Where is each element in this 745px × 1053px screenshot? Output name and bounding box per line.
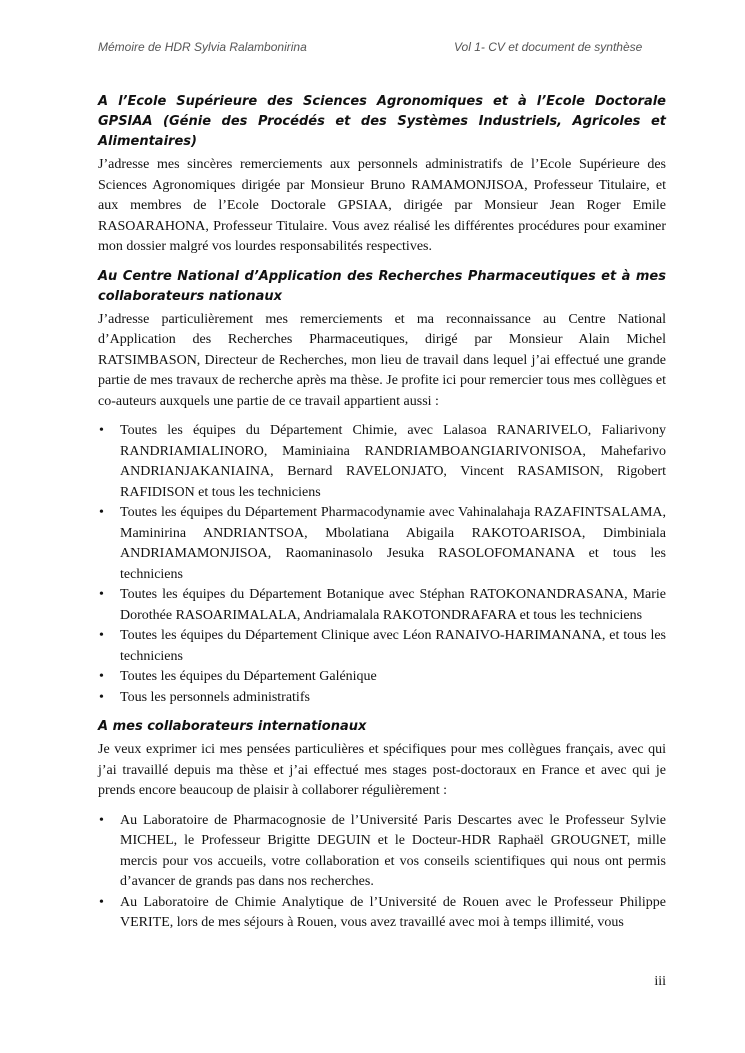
list-item: • Toutes les équipes du Département Galénique — [98, 667, 666, 688]
list-item: • Toutes les équipes du Département Clinique avec Léon RANAIVO-HARIMANANA, et tous les techniciens — [98, 626, 666, 667]
section-cnarp — [98, 267, 666, 709]
section-paragraph: J’adresse mes sincères remerciements aux personnels administratifs de l’Ecole Supérieure des Sciences Agronomiques dirigée par Monsieur Bruno RAMAMONJISOA, Professeur Titulaire, et aux membres de l’Ecole Doctorale GPSIAA, dirigée par Monsieur Jean Roger Emile RASOARAHONA, Professeur Titulaire. Vous avez réalisé les différentes procédures pour examiner mon dossier malgré vos lourdes responsabilités respectives. — [98, 157, 666, 254]
section-paragraph: J’adresse particulièrement mes remerciements et ma reconnaissance au Centre National d’Application des Recherches Pharmaceutiques, dirigé par Monsieur Alain Michel RATSIMBASON, Directeur de Recherches, mon lieu de travail dans lequel j’ai effectué une grande partie de mes travaux de recherche après ma thèse. Je profite ici pour remercier tous mes collègues et co-auteurs auxquels une partie de ce travail appartient aussi : — [98, 311, 666, 409]
section-paragraph: Je veux exprimer ici mes pensées particulières et spécifiques pour mes collègues français, avec qui j’ai travaillé depuis ma thèse et j’ai effectué mes stages post-doctoraux en France et avec qui je prends encore beaucoup de plaisir à collaborer régulièrement : — [98, 742, 666, 798]
list-item: • Toutes les équipes du Département Pharmacodynamie avec Vahinalahaja RAZAFINTSALAMA, Maminirina ANDRIANTSOA, Mbolatiana Abigaila RAKOTOARISOA, Dimbiniala ANDRIAMAMONJISOA, Raomaninasolo Jesuka RASOLOFOMANANA et tous les techniciens — [98, 503, 666, 585]
section-esssa — [98, 92, 666, 258]
list-item: • Au Laboratoire de Pharmacognosie de l’Université Paris Descartes avec le Professeur Sylvie MICHEL, le Professeur Brigitte DEGUIN et le Docteur-HDR Raphaël GROUGNET, mille mercis pour vos accueils, votre collaboration et vos conseils scientifiques qui nous ont permis d’avancer de grands pas dans nos recherches. — [98, 811, 666, 893]
section-heading: A mes collaborateurs internationaux — [98, 719, 367, 734]
list-item: • Toutes les équipes du Département Botanique avec Stéphan RATOKONANDRASANA, Marie Dorothée RASOARIMALALA, Andriamalala RAKOTONDRAFARA et tous les techniciens — [98, 585, 666, 626]
header-volume: Vol 1- CV et document de synthèse — [454, 40, 643, 54]
header-author: Mémoire de HDR Sylvia Ralambonirina — [98, 40, 307, 54]
list-item: • Toutes les équipes du Département Chimie, avec Lalasoa RANARIVELO, Faliarivony RANDRIAMIALINORO, Maminiaina RANDRIAMBOANGIARIVONISOA, Mahefarivo ANDRIANJAKANIAINA, Bernard RAVELONJATO, Vincent RASAMISON, Rigobert RAFIDISON et tous les techniciens — [98, 421, 666, 503]
page-number: iii — [654, 974, 666, 989]
section-international — [98, 717, 666, 934]
list-item: • Tous les personnels administratifs — [98, 688, 666, 709]
bullet-list — [98, 811, 666, 934]
running-header — [98, 40, 666, 58]
section-heading: A l’Ecole Supérieure des Sciences Agronomiques et à l’Ecole Doctorale GPSIAA (Génie des Procédés et des Systèmes Industriels, Agricoles et Alimentaires) — [98, 94, 666, 149]
bullet-list — [98, 421, 666, 708]
main-content — [98, 92, 666, 943]
section-heading: Au Centre National d’Application des Recherches Pharmaceutiques et à mes collaborateurs nationaux — [98, 268, 666, 304]
list-item: • Au Laboratoire de Chimie Analytique de l’Université de Rouen avec le Professeur Philippe VERITE, lors de mes séjours à Rouen, vous avez travaillé avec moi à temps illimité, vous — [98, 893, 666, 934]
